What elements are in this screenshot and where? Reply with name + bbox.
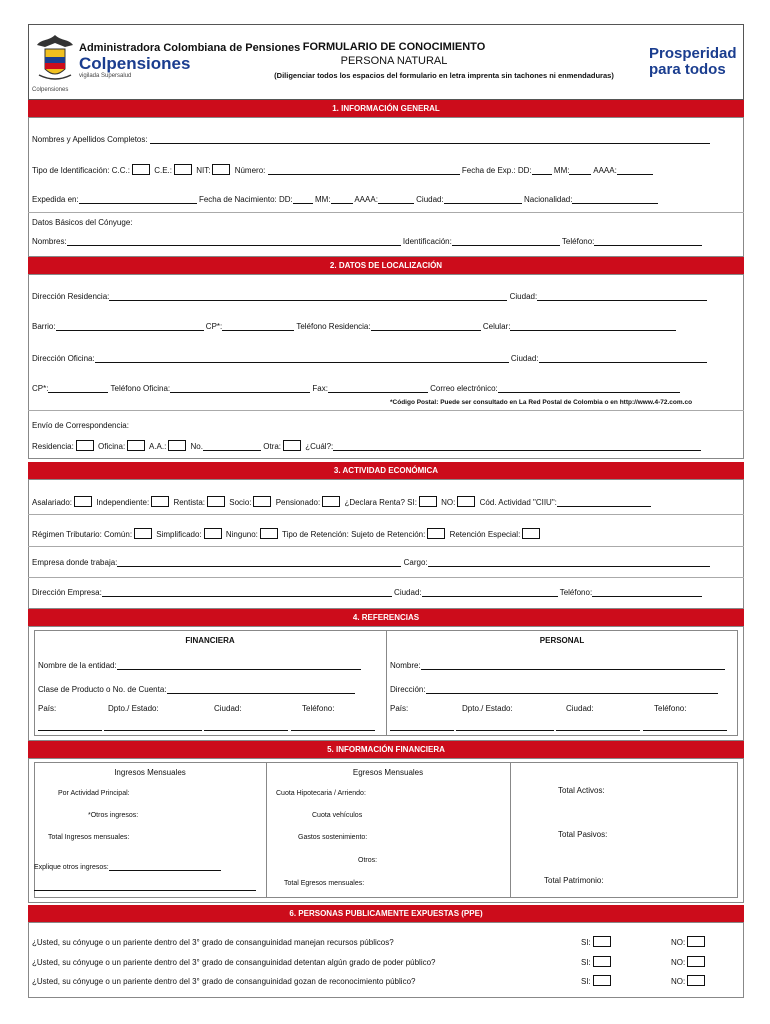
q1-si-checkbox[interactable] [593, 936, 611, 947]
fin-ubicacion-fields [38, 722, 375, 731]
dir-ofi-field[interactable] [95, 354, 509, 363]
entidad-row [38, 661, 361, 670]
cp-label: CP*: [205, 322, 223, 331]
envio-row [32, 440, 701, 451]
dir-ofi-row [32, 354, 707, 363]
correo-field[interactable] [498, 384, 680, 393]
fax-label: Fax: [312, 384, 328, 393]
clase-field[interactable] [167, 685, 355, 694]
explique-row [34, 862, 221, 871]
total-ing-label: Total Ingresos mensuales: [48, 834, 130, 841]
conyuge-id-label: Identificación: [402, 237, 452, 246]
ciiu-label: Cód. Actividad "CIIU": [479, 498, 557, 507]
actividad-label: Por Actividad Principal: [58, 790, 130, 797]
tel-ofi-label: Teléfono Oficina: [110, 384, 171, 393]
tel-ofi-row [32, 384, 680, 393]
per-ciudad-label: Ciudad: [566, 704, 594, 713]
si-label: SI: [581, 958, 591, 967]
per-dpto-field[interactable] [456, 722, 554, 731]
exp-dd-field[interactable] [532, 166, 552, 175]
independiente-label: Independiente: [96, 498, 150, 507]
q1-no-checkbox[interactable] [687, 936, 705, 947]
correo-label: Correo electrónico: [430, 384, 498, 393]
section-4-header: 4. REFERENCIAS [28, 609, 744, 626]
fax-field[interactable] [328, 384, 428, 393]
conyuge-tel-field[interactable] [594, 237, 702, 246]
cp-field[interactable] [222, 322, 294, 331]
per-pais-field[interactable] [390, 722, 454, 731]
section-1-header: 1. INFORMACIÓN GENERAL [28, 100, 744, 117]
numero-field[interactable] [268, 166, 460, 175]
total-activos-label: Total Activos: [558, 786, 605, 795]
exp-aaaa-label: AAAA: [593, 166, 617, 175]
divider [28, 410, 744, 411]
cuota-veh-label: Cuota vehículos [312, 812, 363, 819]
divider [28, 577, 744, 578]
ciiu-field[interactable] [557, 498, 651, 507]
form-header [28, 24, 744, 100]
ref-nombre-row [390, 661, 725, 670]
q3-si-checkbox[interactable] [593, 975, 611, 986]
ppe-q1-no [671, 936, 707, 947]
empresa-row [32, 558, 710, 567]
fin-ciudad-field[interactable] [204, 722, 288, 731]
sujeto-retencion-checkbox[interactable] [427, 528, 445, 539]
barrio-field[interactable] [56, 322, 204, 331]
ppe-q1: ¿Usted, su cónyuge o un pariente dentro del 3° grado de consanguinidad manejan recursos públicos? [32, 938, 394, 947]
nacionalidad-field[interactable] [572, 195, 658, 204]
fecha-exp-label: Fecha de Exp.: DD: [461, 166, 532, 175]
tipo-actividad-row [32, 496, 651, 507]
personal-heading: PERSONAL [539, 636, 585, 645]
ppe-q3-si [581, 975, 613, 986]
residencia-checkbox[interactable] [76, 440, 94, 451]
simplificado-label: Simplificado: [156, 530, 202, 539]
simplificado-checkbox[interactable] [204, 528, 222, 539]
conyuge-nombres-label: Nombres: [32, 237, 67, 246]
barrio-label: Barrio: [32, 322, 56, 331]
form-subtitle: PERSONA NATURAL [340, 55, 448, 67]
dir-empresa-field[interactable] [102, 588, 392, 597]
tel-empresa-field[interactable] [592, 588, 702, 597]
nac-aaaa-label: AAAA: [354, 195, 378, 204]
ciudad-field[interactable] [444, 195, 522, 204]
ppe-q2-si [581, 956, 613, 967]
ciudad-res-label: Ciudad: [509, 292, 538, 301]
ref-nombre-label: Nombre: [390, 661, 421, 670]
retencion-label: Tipo de Retención: Sujeto de Retención: [281, 530, 426, 539]
comun-checkbox[interactable] [134, 528, 152, 539]
explique-line-2 [34, 882, 256, 891]
explique-field[interactable] [109, 862, 221, 871]
dir-res-field[interactable] [109, 292, 507, 301]
empresa-label: Empresa donde trabaja: [32, 558, 118, 567]
ciudad-label: Ciudad: [416, 195, 444, 204]
independiente-checkbox[interactable] [151, 496, 169, 507]
nac-aaaa-field[interactable] [378, 195, 414, 204]
fin-telefono-field[interactable] [291, 722, 375, 731]
declara-label: ¿Declara Renta? SI: [344, 498, 417, 507]
divider [510, 762, 511, 898]
divider [28, 514, 744, 515]
fin-pais-label: País: [38, 704, 57, 713]
cargo-label: Cargo: [403, 558, 428, 567]
tel-res-field[interactable] [371, 322, 481, 331]
aa-label: A.A.: [148, 442, 167, 451]
no-label: NO: [671, 958, 686, 967]
explique-label: Explique otros ingresos: [34, 864, 109, 871]
form-title: FORMULARIO DE CONOCIMIENTO [302, 41, 486, 53]
coat-of-arms-icon [33, 31, 77, 89]
ppe-q3-no [671, 975, 707, 986]
regimen-row [32, 528, 542, 539]
per-ciudad-field[interactable] [556, 722, 640, 731]
nombres-field[interactable] [150, 135, 710, 144]
section-2-box [28, 274, 744, 459]
total-patrimonio-label: Total Patrimonio: [544, 876, 604, 885]
ref-nombre-field[interactable] [421, 661, 725, 670]
fin-telefono-label: Teléfono: [302, 704, 335, 713]
fin-dpto-label: Dpto./ Estado: [108, 704, 159, 713]
si-label: SI: [581, 977, 591, 986]
per-telefono-field[interactable] [643, 722, 727, 731]
cp2-field[interactable] [48, 384, 108, 393]
dir-empresa-label: Dirección Empresa: [32, 588, 102, 597]
ninguno-checkbox[interactable] [260, 528, 278, 539]
fin-ciudad-label: Ciudad: [214, 704, 242, 713]
tel-empresa-label: Teléfono: [559, 588, 593, 597]
socio-checkbox[interactable] [253, 496, 271, 507]
residencia-label: Residencia: [32, 442, 74, 451]
total-egr-label: Total Egresos mensuales: [284, 880, 365, 887]
cp-note: *Código Postal: Puede ser consultado en La Red Postal de Colombia o en http://www.4-72.com.co [390, 399, 693, 406]
envio-heading: Envío de Correspondencia: [32, 421, 129, 430]
org-brand: Colpensiones [79, 54, 191, 73]
rentista-checkbox[interactable] [207, 496, 225, 507]
ref-direccion-label: Dirección: [390, 685, 426, 694]
nac-mm-field[interactable] [331, 195, 353, 204]
tel-res-label: Teléfono Residencia: [296, 322, 371, 331]
otros-label: Otros: [358, 857, 378, 864]
conyuge-row [32, 237, 702, 246]
org-tagline: vigilada Supersalud [79, 73, 132, 79]
expedida-label: Expedida en: [32, 195, 79, 204]
q2-no-checkbox[interactable] [687, 956, 705, 967]
tipo-id-row [32, 164, 653, 175]
dir-res-label: Dirección Residencia: [32, 292, 110, 301]
divider [28, 212, 744, 213]
total-pasivos-label: Total Pasivos: [558, 830, 608, 839]
oficina-label: Oficina: [98, 442, 126, 451]
section-5-header: 5. INFORMACIÓN FINANCIERA [28, 741, 744, 758]
asalariado-label: Asalariado: [32, 498, 73, 507]
nacionalidad-label: Nacionalidad: [523, 195, 573, 204]
no-label: NO: [671, 977, 686, 986]
nit-label: NIT: [196, 166, 211, 175]
pensionado-checkbox[interactable] [322, 496, 340, 507]
q2-si-checkbox[interactable] [593, 956, 611, 967]
egresos-heading: Egresos Mensuales [352, 768, 424, 777]
ppe-q1-si [581, 936, 613, 947]
si-label: SI: [581, 938, 591, 947]
entidad-label: Nombre de la entidad: [38, 661, 117, 670]
aa-checkbox[interactable] [168, 440, 186, 451]
nombres-label: Nombres y Apellidos Completos: [32, 135, 148, 144]
oficina-checkbox[interactable] [127, 440, 145, 451]
numero-label: Número: [234, 166, 266, 175]
expedida-field[interactable] [79, 195, 197, 204]
section-6-header: 6. PERSONAS PUBLICAMENTE EXPUESTAS (PPE) [28, 905, 744, 922]
nit-checkbox[interactable] [212, 164, 230, 175]
section-2-header: 2. DATOS DE LOCALIZACIÓN [28, 257, 744, 274]
exp-mm-field[interactable] [569, 166, 591, 175]
dir-empresa-row [32, 588, 702, 597]
ingresos-heading: Ingresos Mensuales [114, 768, 186, 777]
nac-dd-field[interactable] [293, 195, 313, 204]
logo-line-2: para todos [649, 61, 726, 78]
conyuge-nombres-field[interactable] [67, 237, 401, 246]
ret-especial-label: Retención Especial: [449, 530, 521, 539]
explique-field-2[interactable] [34, 882, 256, 891]
ret-especial-checkbox[interactable] [522, 528, 540, 539]
ce-label: C.E.: [154, 166, 172, 175]
tipo-id-label: Tipo de Identificación: C.C.: [32, 166, 130, 175]
org-footer: Colpensiones [32, 87, 69, 93]
divider [28, 546, 744, 547]
no-label: NO: [671, 938, 686, 947]
otra-checkbox[interactable] [283, 440, 301, 451]
fin-pais-field[interactable] [38, 722, 102, 731]
form-instructions: (Diligenciar todos los espacios del formulario en letra imprenta sin tachones ni enmendaduras) [274, 71, 614, 80]
ciudad-empresa-field[interactable] [422, 588, 558, 597]
nombres-row [32, 135, 710, 144]
finanzas-table [34, 762, 738, 898]
q3-no-checkbox[interactable] [687, 975, 705, 986]
ppe-q3: ¿Usted, su cónyuge o un pariente dentro del 3° grado de consanguinidad gozan de reconocimiento público? [32, 977, 416, 986]
pensionado-label: Pensionado: [275, 498, 321, 507]
nac-mm-label: MM: [315, 195, 331, 204]
divider [386, 630, 387, 736]
regimen-label: Régimen Tributario: Común: [32, 530, 133, 539]
divider [266, 762, 267, 898]
clase-row [38, 685, 355, 694]
aa-no-field[interactable] [203, 442, 261, 451]
conyuge-tel-label: Teléfono: [561, 237, 595, 246]
otros-ing-label: *Otros ingresos: [88, 812, 139, 819]
ciudad-empresa-label: Ciudad: [394, 588, 422, 597]
ppe-q2: ¿Usted, su cónyuge o un pariente dentro del 3° grado de consanguinidad detentan algún grado de poder público? [32, 958, 436, 967]
fin-dpto-field[interactable] [104, 722, 202, 731]
declara-no-checkbox[interactable] [457, 496, 475, 507]
ciudad-res-field[interactable] [537, 292, 707, 301]
dir-ofi-label: Dirección Oficina: [32, 354, 95, 363]
logo-line-1: Prosperidad [649, 45, 737, 62]
cual-label: ¿Cuál?: [305, 442, 334, 451]
org-name: Administradora Colombiana de Pensiones [79, 42, 301, 54]
per-pais-label: País: [390, 704, 409, 713]
ref-direccion-field[interactable] [426, 685, 718, 694]
barrio-row [32, 322, 676, 331]
cc-checkbox[interactable] [132, 164, 150, 175]
financiera-heading: FINANCIERA [185, 636, 235, 645]
entidad-field[interactable] [117, 661, 361, 670]
cuota-hip-label: Cuota Hipotecaria / Arriendo: [276, 790, 366, 797]
empresa-field[interactable] [117, 558, 401, 567]
dir-res-row [32, 292, 707, 301]
cargo-field[interactable] [428, 558, 710, 567]
ppe-q2-no [671, 956, 707, 967]
per-dpto-label: Dpto./ Estado: [462, 704, 513, 713]
expedida-row [32, 195, 658, 204]
per-ubicacion-fields [390, 722, 727, 731]
conyuge-id-field[interactable] [452, 237, 560, 246]
conyuge-heading: Datos Básicos del Cónyuge: [32, 218, 133, 227]
ninguno-label: Ninguno: [225, 530, 258, 539]
per-telefono-label: Teléfono: [654, 704, 687, 713]
tel-ofi-field[interactable] [170, 384, 310, 393]
otra-label: Otra: [263, 442, 281, 451]
ce-checkbox[interactable] [174, 164, 192, 175]
socio-label: Socio: [229, 498, 252, 507]
exp-aaaa-field[interactable] [617, 166, 653, 175]
fecha-nac-label: Fecha de Nacimiento: DD: [198, 195, 293, 204]
gastos-label: Gastos sostenimiento: [298, 834, 368, 841]
cual-field[interactable] [333, 442, 701, 451]
asalariado-checkbox[interactable] [74, 496, 92, 507]
declara-si-checkbox[interactable] [419, 496, 437, 507]
rentista-label: Rentista: [173, 498, 206, 507]
section-3-header: 3. ACTIVIDAD ECONÓMICA [28, 462, 744, 479]
clase-label: Clase de Producto o No. de Cuenta: [38, 685, 167, 694]
cp2-label: CP*: [32, 384, 49, 393]
ciudad-ofi-label: Ciudad: [510, 354, 539, 363]
ref-direccion-row [390, 685, 718, 694]
no-label: No. [190, 442, 203, 451]
celular-field[interactable] [510, 322, 676, 331]
form-page [28, 24, 744, 1020]
declara-no-label: NO: [441, 498, 456, 507]
ciudad-ofi-field[interactable] [539, 354, 707, 363]
exp-mm-label: MM: [553, 166, 570, 175]
celular-label: Celular: [482, 322, 511, 331]
